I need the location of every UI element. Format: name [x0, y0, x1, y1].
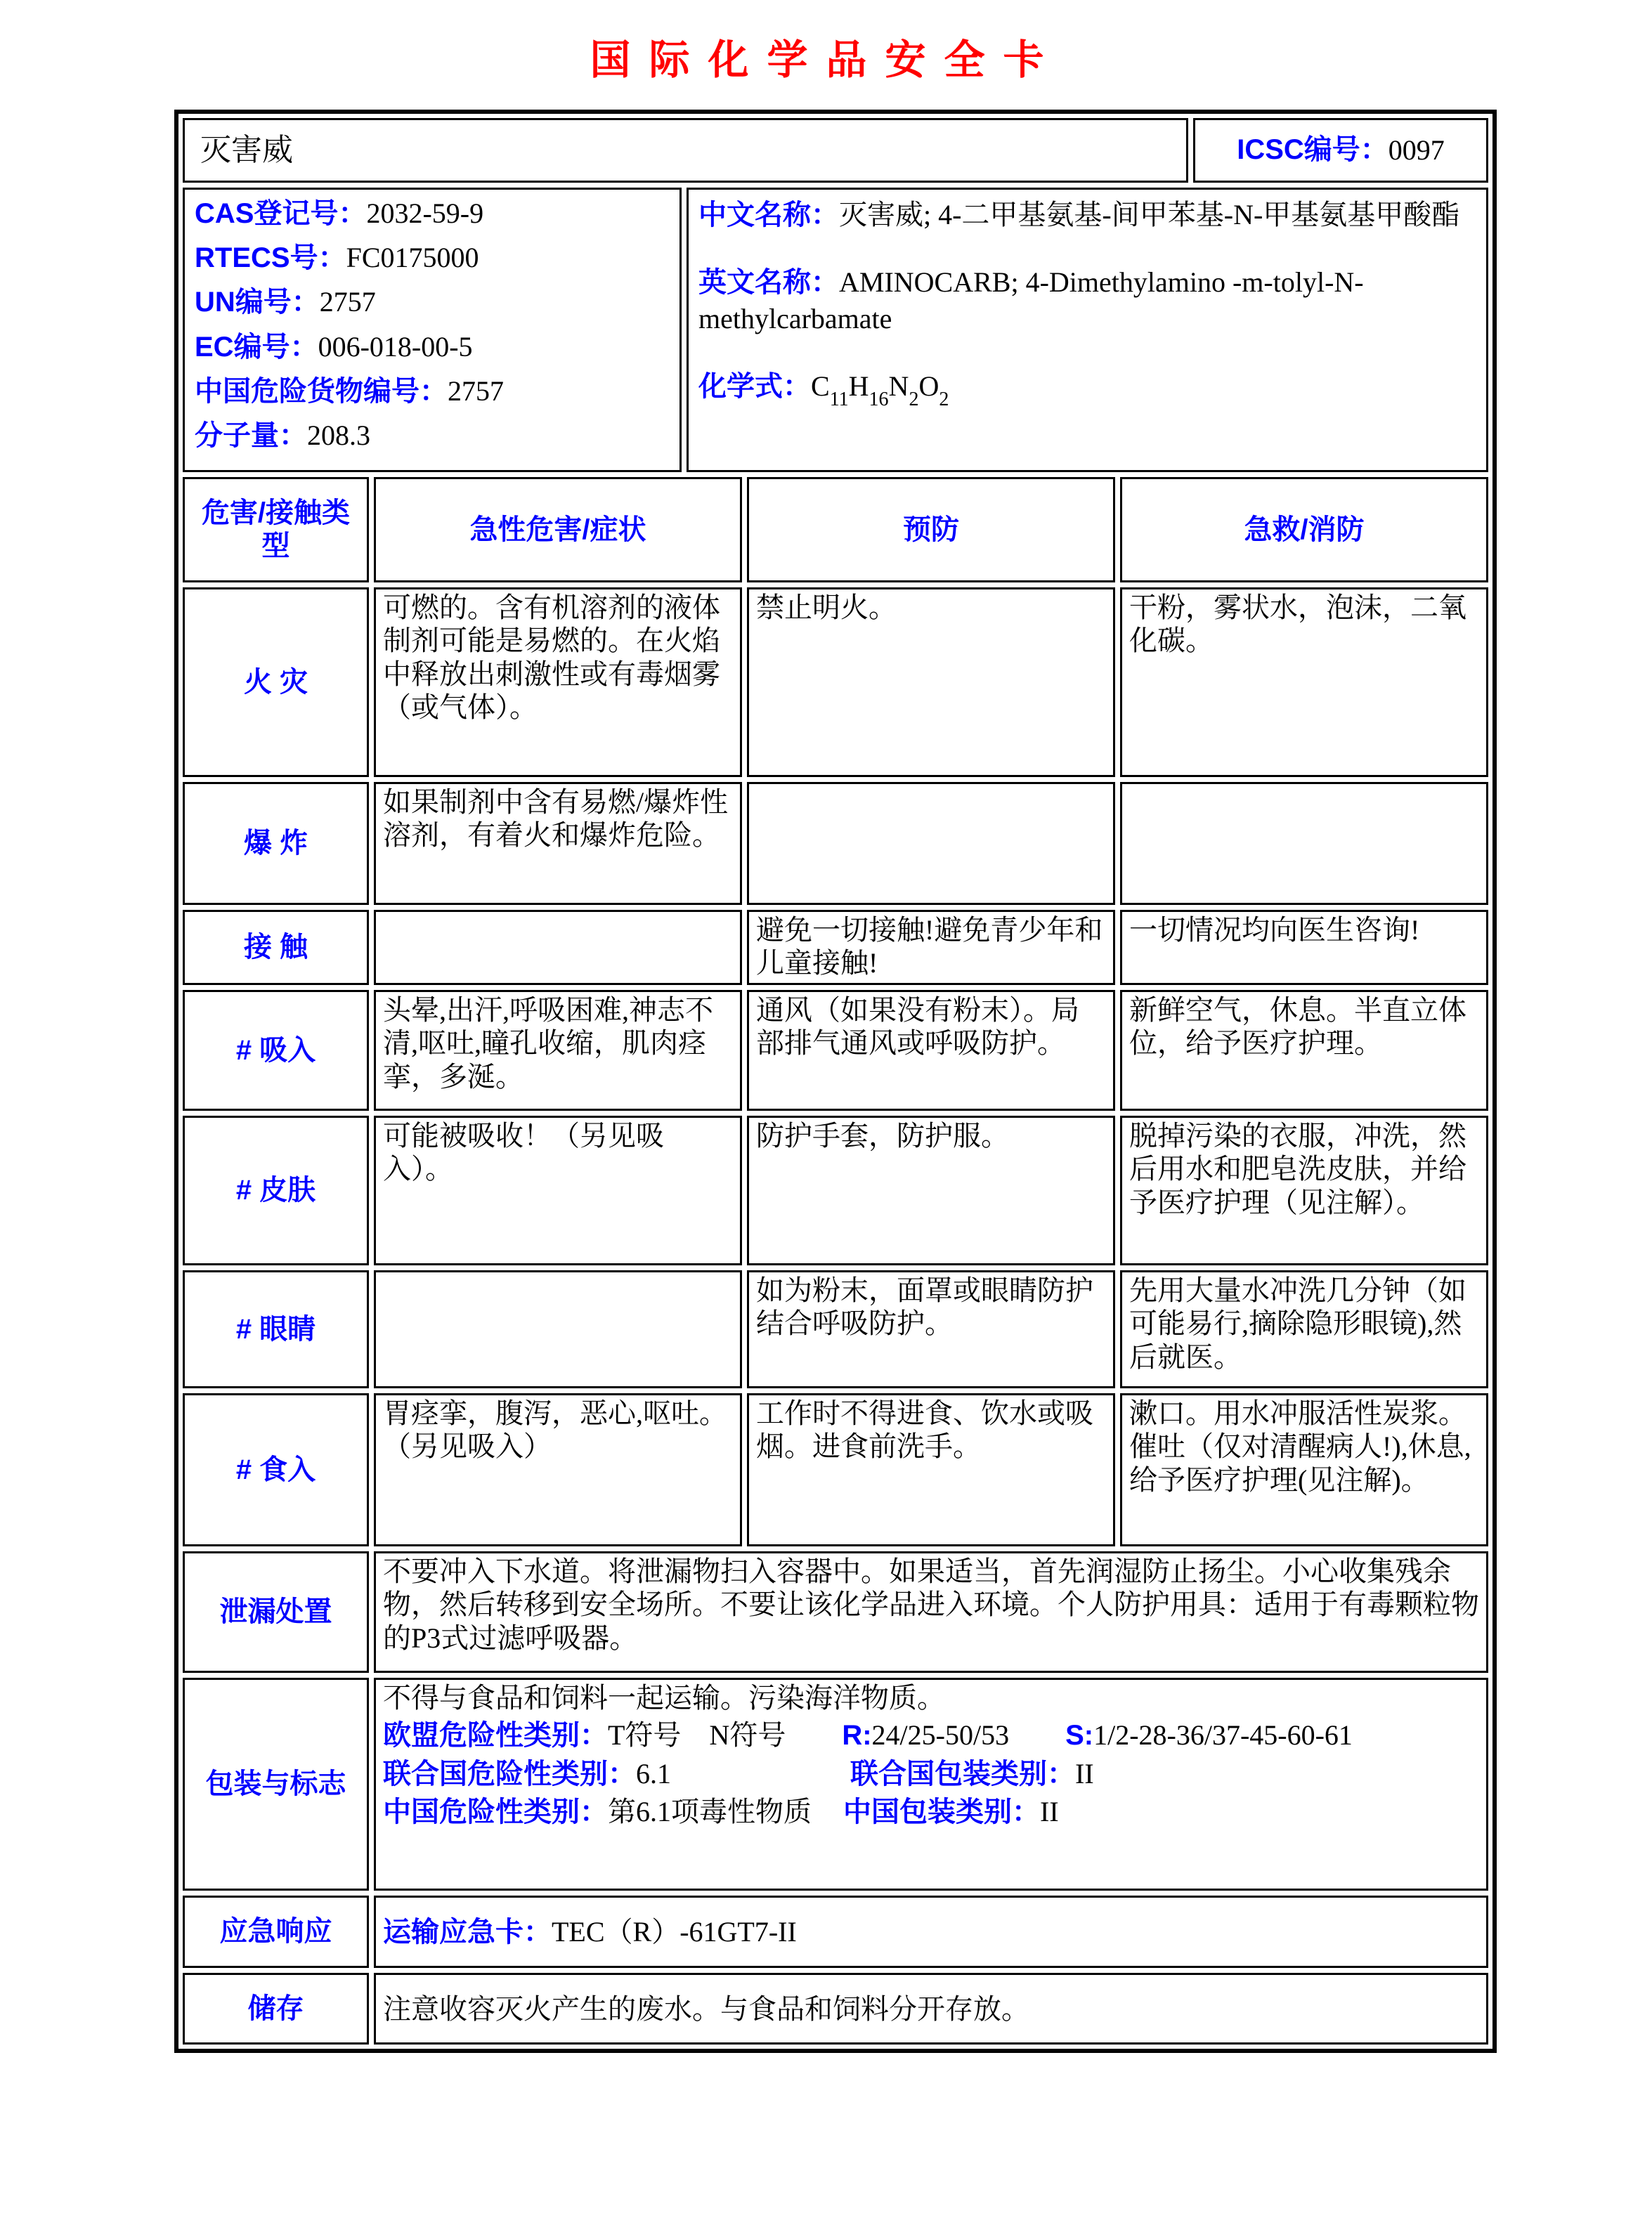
eu-class-value: T符号 N符号 — [608, 1719, 843, 1752]
english-name — [698, 264, 1476, 337]
english-name-label: 英文名称： — [698, 267, 839, 298]
hazard-prevention: 避免一切接触!避免青少年和儿童接触! — [747, 910, 1115, 985]
hazard-prevention: 通风（如果没有粉末）。局部排气通风或呼吸防护。 — [747, 990, 1115, 1111]
r-phrases-value: 24/25-50/53 — [871, 1719, 1066, 1752]
cn-pack-label: 中国包装类别： — [843, 1796, 1040, 1827]
chinese-name-label: 中文名称： — [698, 200, 839, 230]
hazard-row-inhalation — [183, 990, 1488, 1111]
storage-text-line: 注意收容灭火产生的废水。与食品和饲料分开存放。 — [383, 1993, 1029, 2025]
emergency-row — [183, 1896, 1488, 1968]
packaging-un-classification — [383, 1757, 1479, 1791]
hazard-first-aid — [1120, 782, 1488, 905]
un-hazard-value: 6.1 — [636, 1757, 671, 1789]
un-hazard-label: 联合国危险性类别： — [383, 1758, 636, 1789]
hazard-symptoms — [374, 910, 742, 985]
hazard-prevention: 如为粉末，面罩或眼睛防护结合呼吸防护。 — [747, 1270, 1115, 1388]
hazard-first-aid: 漱口。用水冲服活性炭浆。催吐（仅对清醒病人!),休息,给予医疗护理(见注解)。 — [1120, 1393, 1488, 1546]
hazard-prevention — [747, 782, 1115, 905]
icsc-number-value: 0097 — [1388, 134, 1445, 167]
hazard-row-eyes — [183, 1270, 1488, 1388]
hazard-row-ingestion — [183, 1393, 1488, 1546]
identifier-label: 分子量： — [195, 419, 307, 451]
hazard-type-label: 爆 炸 — [183, 782, 369, 905]
r-phrases-label: R: — [842, 1720, 872, 1752]
hazard-first-aid: 先用大量水冲洗几分钟（如可能易行,摘除隐形眼镜),然后就医。 — [1120, 1270, 1488, 1388]
header-first-aid: 急救/消防 — [1120, 477, 1488, 582]
identifier-value: 2757 — [448, 374, 504, 407]
page-title: 国际化学品安全卡 — [590, 36, 1062, 84]
chemical-formula-label: 化学式： — [698, 371, 811, 402]
identifier-line — [195, 197, 670, 230]
identifier-line — [195, 330, 670, 364]
hazard-type-label: 接 触 — [183, 910, 369, 985]
hazard-symptoms: 可燃的。含有机溶剂的液体制剂可能是易燃的。在火焰中释放出刺激性或有毒烟雾（或气体）。 — [374, 587, 742, 777]
card-header-row — [183, 118, 1488, 183]
header-symptoms: 急性危害/症状 — [374, 477, 742, 582]
un-pack-value: II — [1075, 1757, 1094, 1789]
hazard-type-label: # 眼睛 — [183, 1270, 369, 1388]
packaging-content — [374, 1678, 1488, 1891]
icsc-card — [174, 110, 1497, 2053]
icsc-number-cell — [1193, 118, 1488, 183]
hazard-prevention: 禁止明火。 — [747, 587, 1115, 777]
identity-row — [183, 188, 1488, 472]
identifier-value: 208.3 — [307, 419, 370, 451]
identifier-value: 2757 — [319, 286, 376, 318]
packaging-row — [183, 1678, 1488, 1891]
cn-hazard-value: 第6.1项毒性物质 — [608, 1795, 812, 1827]
un-pack-label: 联合国包装类别： — [850, 1758, 1075, 1789]
identifier-line — [195, 419, 670, 452]
chinese-name-value: 灭害威; 4-二甲基氨基-间甲苯基-N-甲基氨基甲酸酯 — [839, 199, 1460, 230]
english-name-value: AMINOCARB; 4-Dimethylamino -m-tolyl-N-methylcarbamate — [698, 266, 1364, 334]
spacer — [812, 1820, 843, 1821]
eu-class-label: 欧盟危险性类别： — [383, 1720, 608, 1752]
identifier-value: 006-018-00-5 — [318, 330, 473, 363]
identifier-label: EC编号： — [195, 331, 318, 363]
hazard-type-label: # 皮肤 — [183, 1116, 369, 1265]
hazard-first-aid: 干粉，雾状水，泡沫，二氧化碳。 — [1120, 587, 1488, 777]
header-prevention: 预防 — [747, 477, 1115, 582]
cn-hazard-label: 中国危险性类别： — [383, 1796, 608, 1827]
cn-pack-value: II — [1040, 1795, 1059, 1827]
hazard-prevention: 防护手套，防护服。 — [747, 1116, 1115, 1265]
hazard-row-skin — [183, 1116, 1488, 1265]
hazard-row-fire — [183, 587, 1488, 777]
s-phrases-value: 1/2-28-36/37-45-60-61 — [1093, 1719, 1353, 1752]
chemical-formula-value: $C_{11}H_{16}N_2O_2$ — [811, 370, 949, 410]
identifier-label: CAS登记号： — [195, 198, 367, 229]
identifier-label: RTECS号： — [195, 242, 346, 274]
hazard-prevention: 工作时不得进食、饮水或吸烟。进食前洗手。 — [747, 1393, 1115, 1546]
identifier-line — [195, 285, 670, 319]
hazard-type-label: 火 灾 — [183, 587, 369, 777]
hazard-type-label: # 吸入 — [183, 990, 369, 1111]
hazard-type-label: # 食入 — [183, 1393, 369, 1546]
emergency-content — [374, 1896, 1488, 1968]
hazard-first-aid: 新鲜空气，休息。半直立体位，给予医疗护理。 — [1120, 990, 1488, 1111]
chemical-formula — [698, 368, 1476, 412]
identifier-line — [195, 241, 670, 275]
s-phrases-label: S: — [1065, 1720, 1094, 1752]
icsc-number-label: ICSC编号： — [1237, 134, 1388, 166]
hazard-row-explosion — [183, 782, 1488, 905]
hazard-first-aid: 一切情况均向医生咨询! — [1120, 910, 1488, 985]
storage-text — [374, 1973, 1488, 2045]
hazard-symptoms: 头晕,出汗,呼吸困难,神志不清,呕吐,瞳孔收缩，肌肉痉挛，多涎。 — [374, 990, 742, 1111]
identifier-value: 2032-59-9 — [366, 197, 484, 229]
identifier-line — [195, 374, 670, 408]
hazard-symptoms: 可能被吸收！（另见吸入）。 — [374, 1116, 742, 1265]
packaging-cn-classification — [383, 1795, 1479, 1829]
spill-label: 泄漏处置 — [183, 1551, 369, 1673]
spill-row — [183, 1551, 1488, 1673]
names-cell — [687, 188, 1488, 472]
spill-text: 不要冲入下水道。将泄漏物扫入容器中。如果适当，首先润湿防止扬尘。小心收集残余物，然后转移到安全场所。不要让该化学品进入环境。个人防护用具：适用于有毒颗粒物的P3式过滤呼吸器。 — [374, 1551, 1488, 1673]
hazard-first-aid: 脱掉污染的衣服，冲洗，然后用水和肥皂洗皮肤，并给予医疗护理（见注解）。 — [1120, 1116, 1488, 1265]
hazard-row-exposure — [183, 910, 1488, 985]
table-header-row — [183, 477, 1488, 582]
identifiers-cell — [183, 188, 682, 472]
transport-card-value: TEC（R）-61GT7-II — [552, 1915, 797, 1948]
packaging-eu-classification — [383, 1719, 1479, 1752]
substance-name: 灭害威 — [183, 118, 1188, 183]
packaging-transport-note: 不得与食品和饲料一起运输。污染海洋物质。 — [383, 1682, 945, 1714]
storage-label: 储存 — [183, 1973, 369, 2045]
chinese-name — [698, 197, 1476, 233]
hazard-symptoms: 如果制剂中含有易燃/爆炸性溶剂，有着火和爆炸危险。 — [374, 782, 742, 905]
packaging-label: 包装与标志 — [183, 1678, 369, 1891]
emergency-label: 应急响应 — [183, 1896, 369, 1968]
identifier-label: UN编号： — [195, 287, 320, 318]
transport-card-label: 运输应急卡： — [383, 1916, 552, 1948]
identifier-value: FC0175000 — [346, 242, 479, 274]
hazard-symptoms — [374, 1270, 742, 1388]
spacer — [671, 1782, 850, 1783]
identifier-label: 中国危险货物编号： — [195, 375, 448, 407]
hazard-symptoms: 胃痉挛，腹泻，恶心,呕吐。（另见吸入） — [374, 1393, 742, 1546]
header-hazard-type: 危害/接触类型 — [183, 477, 369, 582]
storage-row — [183, 1973, 1488, 2045]
